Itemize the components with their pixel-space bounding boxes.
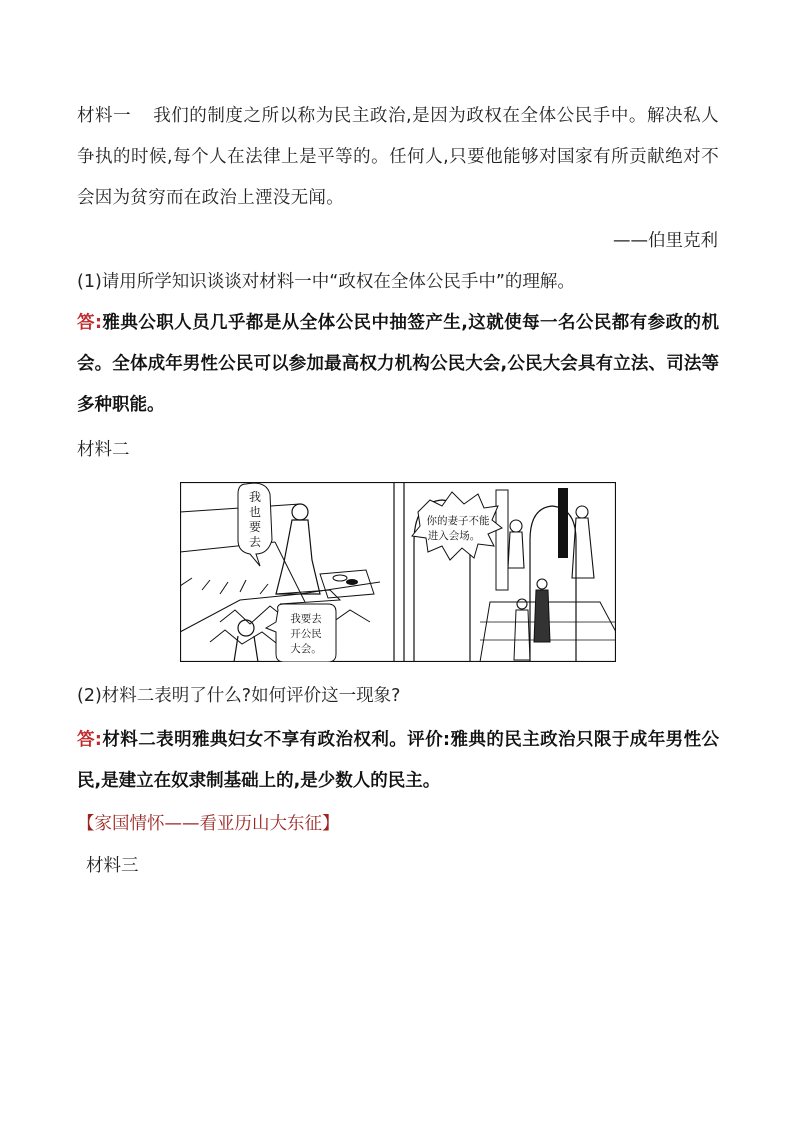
question-two: (2)材料二表明了什么?如何评价这一现象? (77, 686, 401, 706)
material-one-text: 我们的制度之所以称为民主政治,是因为政权在全体公民手中。解决私人争执的时候,每个人在法律上是平等的。任何人,只要他能够对国家有所贡献绝对不会因为贫穷而在政治上湮没无闻。 (77, 106, 719, 208)
bubble-two-line-3: 大会。 (290, 643, 322, 655)
bubble-one-char-4: 去 (248, 535, 262, 549)
material-one-source: ——伯里克利 (613, 231, 718, 251)
answer-two-text: 材料二表明雅典妇女不享有政治权利。评价:雅典的民主政治只限于成年男性公民,是建立在奴隶制基础上的,是少数人的民主。 (77, 730, 720, 791)
answer-one-label: 答: (77, 313, 102, 333)
answer-two-label: 答: (77, 730, 102, 750)
material-two-label: 材料二 (77, 440, 130, 460)
bubble-two-line-2: 开公民 (290, 628, 322, 640)
material-three-label: 材料三 (86, 856, 139, 876)
bubble-three-line-2: 进入会场。 (427, 530, 481, 542)
bubble-one-char-2: 也 (248, 505, 262, 519)
comic-illustration (180, 482, 616, 662)
answer-one (77, 303, 719, 426)
bubble-one-char-1: 我 (248, 490, 262, 504)
material-one-paragraph (77, 96, 719, 219)
material-one-label: 材料一 (77, 106, 132, 126)
bubble-two-line-1: 我要去 (290, 613, 322, 625)
answer-two (77, 720, 719, 802)
bubble-three-line-1: 你的妻子不能 (426, 515, 490, 527)
question-one: (1)请用所学知识谈谈对材料一中“政权在全体公民手中”的理解。 (77, 272, 575, 292)
bubble-one-char-3: 要 (248, 520, 262, 534)
answer-one-text: 雅典公职人员几乎都是从全体公民中抽签产生,这就使每一名公民都有参政的机会。全体成年男性公民可以参加最高权力机构公民大会,公民大会具有立法、司法等多种职能。 (77, 313, 720, 415)
section-title: 【家国情怀——看亚历山大东征】 (77, 814, 340, 834)
